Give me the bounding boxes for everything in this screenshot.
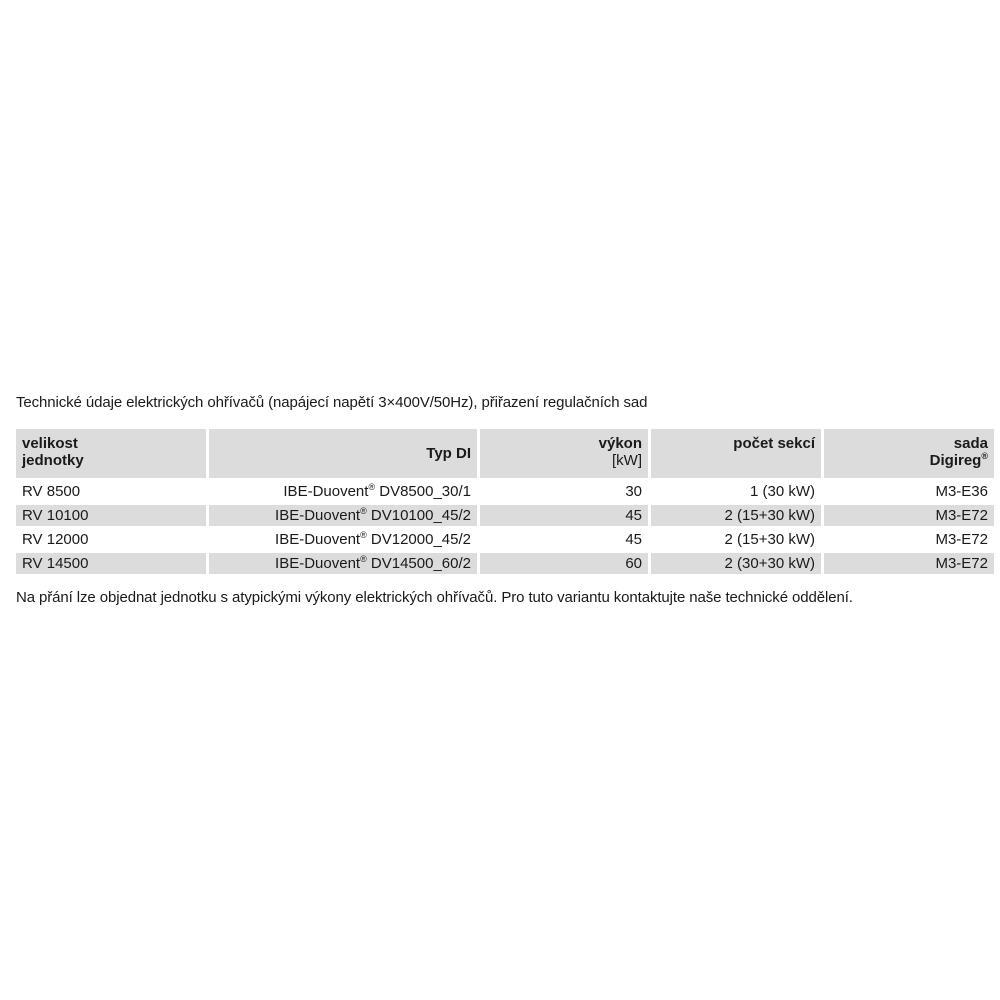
heater-data-table xyxy=(13,429,997,577)
cell-power: 60 xyxy=(480,553,648,577)
header-power: výkon [kW] xyxy=(480,429,648,481)
cell-size: RV 12000 xyxy=(16,529,206,553)
table-header-row xyxy=(16,429,994,481)
cell-sections: 2 (15+30 kW) xyxy=(651,505,821,529)
header-power-unit: [kW] xyxy=(612,452,642,469)
table-row xyxy=(16,481,994,505)
cell-power: 45 xyxy=(480,529,648,553)
cell-control-set: M3-E72 xyxy=(824,553,994,577)
cell-power: 30 xyxy=(480,481,648,505)
table-row xyxy=(16,553,994,577)
cell-size: RV 8500 xyxy=(16,481,206,505)
cell-sections: 1 (30 kW) xyxy=(651,481,821,505)
cell-control-set: M3-E72 xyxy=(824,505,994,529)
cell-type: IBE-Duovent® DV14500_60/2 xyxy=(209,553,477,577)
header-type: Typ DI xyxy=(209,429,477,481)
table-row xyxy=(16,529,994,553)
cell-power: 45 xyxy=(480,505,648,529)
table-row xyxy=(16,505,994,529)
cell-type: IBE-Duovent® DV8500_30/1 xyxy=(209,481,477,505)
table-caption: Technické údaje elektrických ohřívačů (napájecí napětí 3×400V/50Hz), přiřazení regulačních sad xyxy=(16,394,648,411)
header-unit-size: velikost jednotky xyxy=(16,429,206,481)
cell-sections: 2 (15+30 kW) xyxy=(651,529,821,553)
cell-size: RV 14500 xyxy=(16,553,206,577)
cell-size: RV 10100 xyxy=(16,505,206,529)
header-control-set: sada Digireg® xyxy=(824,429,994,481)
cell-sections: 2 (30+30 kW) xyxy=(651,553,821,577)
cell-type: IBE-Duovent® DV10100_45/2 xyxy=(209,505,477,529)
cell-control-set: M3-E36 xyxy=(824,481,994,505)
cell-control-set: M3-E72 xyxy=(824,529,994,553)
cell-type: IBE-Duovent® DV12000_45/2 xyxy=(209,529,477,553)
footnote: Na přání lze objednat jednotku s atypickými výkony elektrických ohřívačů. Pro tuto variantu kontaktujte naše technické oddělení. xyxy=(16,589,853,606)
header-section-count: počet sekcí xyxy=(651,429,821,481)
